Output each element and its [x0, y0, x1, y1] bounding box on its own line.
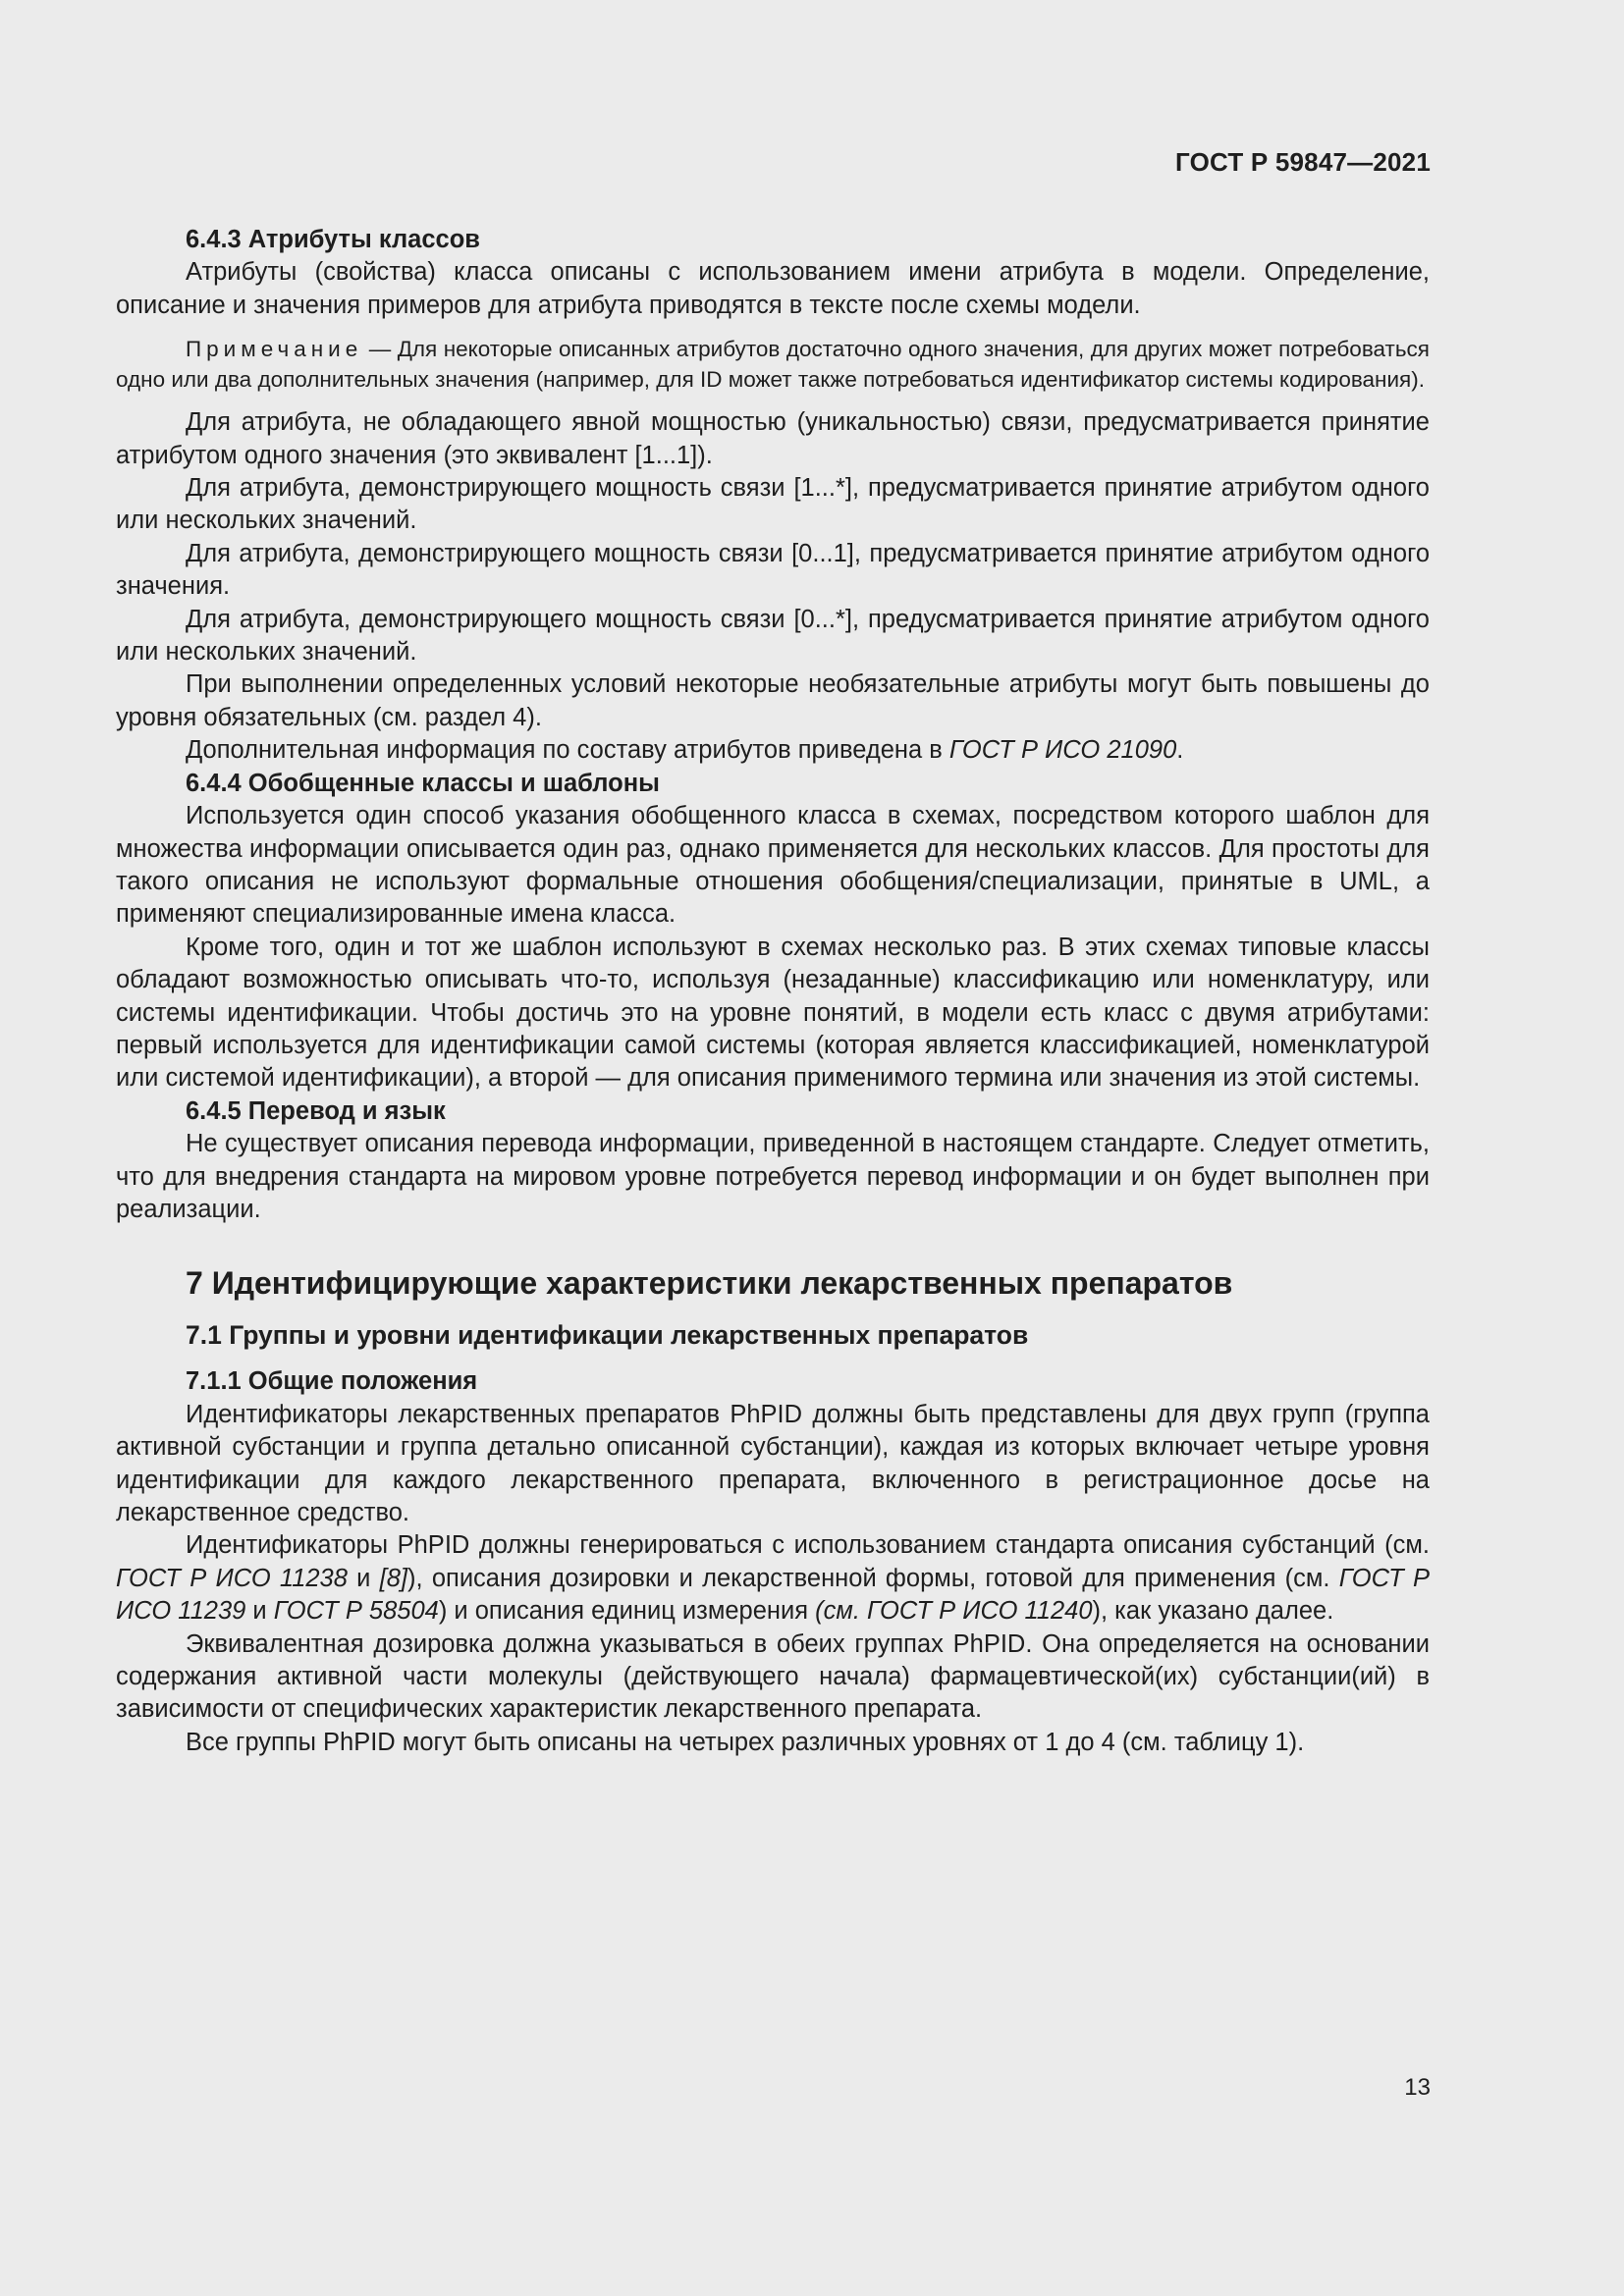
text-run: и — [347, 1564, 380, 1592]
section-6-4-5-heading: 6.4.5 Перевод и язык — [186, 1096, 446, 1125]
text-run: ), описания дозировки и лекарственной формы, готовой для применения (см. — [407, 1564, 1339, 1592]
paragraph: Используется один способ указания обобщенного класса в схемах, посредством которого шаблон для множества информации описывается один раз, однако применяется для нескольких классов. Для простоты для такого описания не используют формальные отношения обобщения/специализации, принятые в UML, а применяют специализированные имена класса. — [116, 802, 1430, 929]
text-run: Дополнительная информация по составу атрибутов приведена в — [186, 736, 949, 765]
paragraph: Эквивалентная дозировка должна указываться в обеих группах PhPID. Она определяется на основании содержания активной части молекулы (действующего начала) фармацевтической(их) субстанции(ий) в зависимости от специфических характеристик лекарственного препарата. — [116, 1629, 1430, 1724]
page-content — [116, 224, 1430, 1759]
text-run: . — [1176, 736, 1184, 765]
note-text: — Для некоторые описанных атрибутов достаточно одного значения, для других может потребоваться одно или два дополнительных значения (например, для ID может также потребоваться идентификатор системы кодирования). — [116, 337, 1430, 393]
bibliography-reference: [8] — [379, 1564, 408, 1592]
paragraph — [116, 1529, 1430, 1628]
paragraph: Для атрибута, демонстрирующего мощность связи [0...*], предусматривается принятие атрибутом одного или нескольких значений. — [116, 605, 1430, 667]
section-6-4-4-heading: 6.4.4 Обобщенные классы и шаблоны — [186, 769, 660, 797]
document-code-header: ГОСТ Р 59847—2021 — [1175, 147, 1431, 177]
standard-reference: ГОСТ Р ИСО 11239 — [116, 1564, 1430, 1626]
standard-reference: (см. ГОСТ Р ИСО 11240 — [815, 1597, 1093, 1626]
paragraph: Не существует описания перевода информации, приведенной в настоящем стандарте. Следует отметить, что для внедрения стандарта на мировом уровне потребуется перевод информации и он будет выполнен при реализации. — [116, 1130, 1430, 1223]
text-run: и — [245, 1597, 274, 1626]
paragraph: Кроме того, один и тот же шаблон используют в схемах несколько раз. В этих схемах типовые классы обладают возможностью описывать что-то, используя (незаданные) классификацию или номенклатуру, или системы идентификации. Чтобы достичь это на уровне понятий, в модели есть класс с двумя атрибутами: первый используется для идентификации самой системы (которая является классификацией, номенклатурой или системой идентификации), а второй — для описания применимого термина или значения из этой системы. — [116, 933, 1430, 1093]
note-block — [116, 334, 1430, 395]
paragraph: Для атрибута, демонстрирующего мощность связи [1...*], предусматривается принятие атрибутом одного или нескольких значений. — [116, 474, 1430, 535]
note-label: Примечание — [186, 337, 363, 362]
paragraph: Атрибуты (свойства) класса описаны с использованием имени атрибута в модели. Определение, описание и значения примеров для атрибута приводятся в тексте после схемы модели. — [116, 258, 1430, 319]
section-6-4-3-heading: 6.4.3 Атрибуты классов — [186, 226, 480, 253]
standard-reference: ГОСТ Р 58504 — [273, 1597, 439, 1626]
paragraph: Идентификаторы лекарственных препаратов PhPID должны быть представлены для двух групп (группа активной субстанции и группа детально описанной субстанции), каждая из которых включает четыре уровня идентификации для каждого лекарственного препарата, включенного в регистрационное досье на лекарственное средство. — [116, 1400, 1430, 1526]
standard-reference: ГОСТ Р ИСО 11238 — [116, 1564, 348, 1592]
text-run: ), как указано далее. — [1092, 1597, 1334, 1626]
section-7-heading: 7 Идентифицирующие характеристики лекарственных препаратов — [186, 1265, 1233, 1302]
standard-reference: ГОСТ Р ИСО 21090 — [948, 736, 1177, 765]
text-run: Идентификаторы PhPID должны генерироваться с использованием стандарта описания субстанций (см. — [186, 1531, 1430, 1560]
section-7-1-heading: 7.1 Группы и уровни идентификации лекарственных препаратов — [186, 1320, 1029, 1351]
section-7-1-1-heading: 7.1.1 Общие положения — [186, 1367, 478, 1396]
paragraph: Для атрибута, демонстрирующего мощность связи [0...1], предусматривается принятие атрибутом одного значения. — [116, 539, 1430, 601]
text-run: ) и описания единиц измерения — [438, 1597, 816, 1626]
paragraph: При выполнении определенных условий некоторые необязательные атрибуты могут быть повышены до уровня обязательных (см. раздел 4). — [116, 670, 1430, 731]
paragraph: Для атрибута, не обладающего явной мощностью (уникальностью) связи, предусматривается принятие атрибутом одного значения (это эквивалент [1...1]). — [116, 408, 1430, 469]
paragraph: Все группы PhPID могут быть описаны на четырех различных уровнях от 1 до 4 (см. таблицу 1). — [186, 1728, 1305, 1756]
page-number: 13 — [1404, 2074, 1431, 2101]
paragraph — [116, 734, 1430, 767]
